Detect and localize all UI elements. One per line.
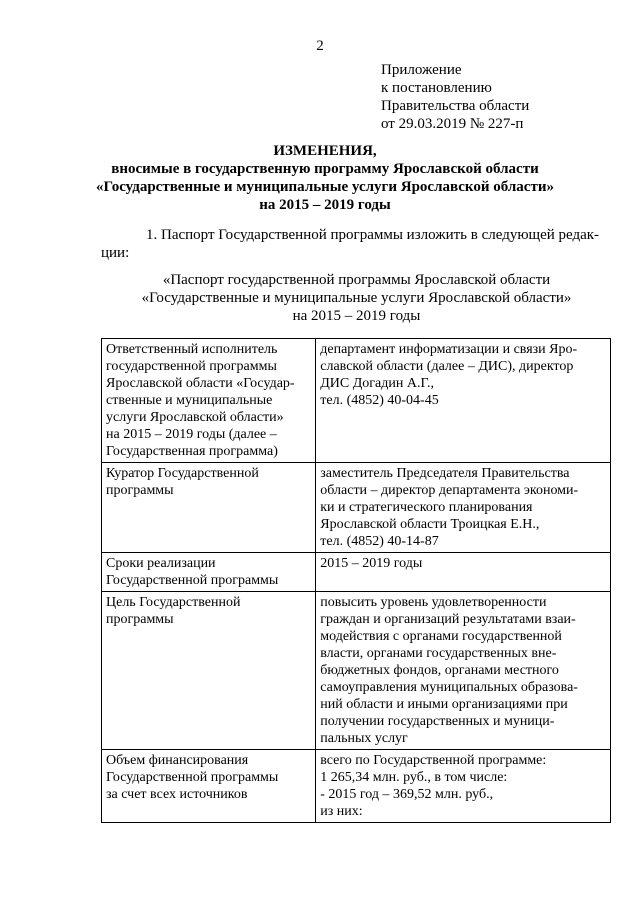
- title-line: ИЗМЕНЕНИЯ,: [273, 143, 377, 159]
- table-cell-label: [102, 339, 316, 463]
- table-cell-label: [102, 750, 316, 823]
- table-cell-line: тел. (4852) 40-04-45: [320, 393, 439, 408]
- table-cell-line: Государственной программы: [106, 573, 279, 588]
- passport-table: [101, 338, 611, 823]
- table-row: [102, 592, 611, 750]
- table-cell-line: Государственной программы: [106, 770, 279, 785]
- table-cell-line: Куратор Государственной: [106, 466, 259, 481]
- title-line: на 2015 – 2019 годы: [259, 197, 391, 213]
- table-cell-line: всего по Государственной программе:: [320, 753, 547, 768]
- paragraph-1: [101, 226, 612, 262]
- table-cell-line: за счет всех источников: [106, 787, 248, 802]
- page-number: 2: [316, 38, 324, 54]
- title-line: «Государственные и муниципальные услуги Ярославской области»: [96, 179, 554, 195]
- table-cell-line: граждан и организаций результатами взаи-: [320, 612, 576, 627]
- appendix-line: Приложение: [381, 62, 462, 78]
- table-cell-line: - 2015 год – 369,52 млн. руб.,: [320, 787, 494, 802]
- table-row: [102, 339, 611, 463]
- table-cell-line: Государственная программа): [106, 444, 278, 459]
- table-cell-value: [316, 339, 611, 463]
- table-cell-line: Ярославской области Троицкая Е.Н.,: [320, 517, 540, 532]
- table-cell-line: бюджетных фондов, органами местного: [320, 663, 559, 678]
- table-cell-line: ний области и иными организациями при: [320, 697, 568, 712]
- table-cell-value: [316, 463, 611, 553]
- table-row: [102, 553, 611, 592]
- passport-table-body: [102, 339, 611, 823]
- table-cell-line: тел. (4852) 40-14-87: [320, 534, 439, 549]
- table-cell-line: программы: [106, 612, 174, 627]
- table-cell-value: [316, 750, 611, 823]
- table-cell-line: 1 265,34 млн. руб., в том числе:: [320, 770, 508, 785]
- table-cell-line: области – директор департамента экономи-: [320, 483, 579, 498]
- table-cell-line: ки и стратегического планирования: [320, 500, 533, 515]
- appendix-line: от 29.03.2019 № 227-п: [381, 116, 524, 132]
- table-cell-value: [316, 553, 611, 592]
- table-cell-label: [102, 553, 316, 592]
- paragraph-line: 1. Паспорт Государственной программы изложить в следующей редак-: [146, 227, 600, 243]
- document-title: [90, 142, 560, 214]
- passport-title: [101, 271, 612, 325]
- table-cell-line: заместитель Председателя Правительства: [320, 466, 570, 481]
- table-cell-line: самоуправления муниципальных образова-: [320, 680, 578, 695]
- table-cell-line: Ответственный исполнитель: [106, 342, 278, 357]
- table-cell-line: получении государственных и муници-: [320, 714, 555, 729]
- table-cell-line: пальных услуг: [320, 731, 408, 746]
- table-cell-line: Цель Государственной: [106, 595, 241, 610]
- table-cell-line: Объем финансирования: [106, 753, 249, 768]
- table-cell-line: Сроки реализации: [106, 556, 216, 571]
- passport-title-line: «Государственные и муниципальные услуги Ярославской области»: [141, 290, 572, 306]
- table-row: [102, 463, 611, 553]
- table-cell-value: [316, 592, 611, 750]
- table-cell-line: модействия с органами государственной: [320, 629, 562, 644]
- title-line: вносимые в государственную программу Ярославской области: [111, 161, 539, 177]
- table-cell-line: славской области (далее – ДИС), директор: [320, 359, 574, 374]
- table-cell-label: [102, 463, 316, 553]
- table-cell-line: Ярославской области «Государ-: [106, 376, 295, 391]
- appendix-block: [381, 61, 529, 133]
- appendix-line: к постановлению: [381, 80, 492, 96]
- table-cell-line: департамент информатизации и связи Яро-: [320, 342, 578, 357]
- table-cell-line: из них:: [320, 804, 363, 819]
- table-cell-line: на 2015 – 2019 годы (далее –: [106, 427, 277, 442]
- appendix-line: Правительства области: [381, 98, 530, 114]
- table-cell-line: программы: [106, 483, 174, 498]
- table-row: [102, 750, 611, 823]
- table-cell-line: 2015 – 2019 годы: [320, 556, 423, 571]
- table-cell-line: власти, органами государственных вне-: [320, 646, 557, 661]
- passport-title-line: на 2015 – 2019 годы: [292, 308, 421, 324]
- table-cell-line: ДИС Догадин А.Г.,: [320, 376, 434, 391]
- passport-title-line: «Паспорт государственной программы Ярославской области: [162, 272, 551, 288]
- table-cell-line: повысить уровень удовлетворенности: [320, 595, 547, 610]
- table-cell-line: государственной программы: [106, 359, 277, 374]
- table-cell-line: ственные и муниципальные: [106, 393, 273, 408]
- paragraph-line: ции:: [101, 245, 130, 261]
- table-cell-line: услуги Ярославской области»: [106, 410, 284, 425]
- table-cell-label: [102, 592, 316, 750]
